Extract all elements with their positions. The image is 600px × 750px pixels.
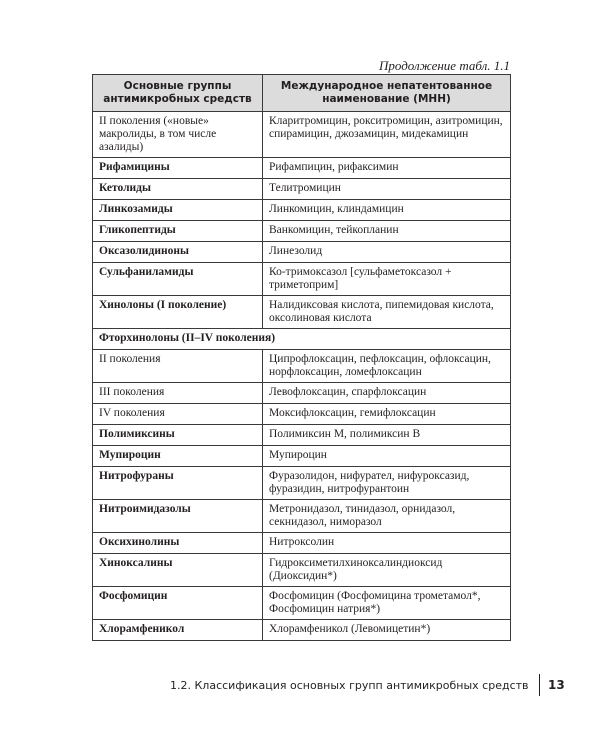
table-row [93,446,511,467]
table-row [93,383,511,404]
group-cell: Хиноксалины [93,554,263,587]
running-title: 1.2. Классификация основных групп антимикробных средств [170,678,529,692]
inn-cell: Ко-тримоксазол [сульфаметоксазол + триметоприм] [263,263,511,296]
group-cell: Рифамицины [93,158,263,179]
table-row [93,620,511,641]
table-row [93,242,511,263]
table-row [93,500,511,533]
group-cell: Линкозамиды [93,200,263,221]
section-heading: Фторхинолоны (II–IV поколения) [93,329,511,350]
inn-cell: Нитроксолин [263,533,511,554]
group-cell: Кетолиды [93,179,263,200]
table-row [93,179,511,200]
group-cell: Мупироцин [93,446,263,467]
inn-cell: Метронидазол, тинидазол, орнидазол, секнидазол, ниморазол [263,500,511,533]
inn-cell: Налидиксовая кислота, пипемидовая кислота, оксолиновая кислота [263,296,511,329]
header-groups: Основные группы антимикробных средств [93,75,263,112]
group-cell: Хлорамфеникол [93,620,263,641]
group-cell: Полимиксины [93,425,263,446]
page-number: 13 [548,678,565,692]
table-row [93,350,511,383]
inn-cell: Фосфомицин (Фосфомицина трометамол*, Фосфомицин натрия*) [263,587,511,620]
table-row [93,200,511,221]
table-row [93,425,511,446]
table-row [93,533,511,554]
table-header-row [93,75,511,112]
header-inn: Международное непатентованное наименование (МНН) [263,75,511,112]
inn-cell: Ванкомицин, тейкопланин [263,221,511,242]
inn-cell: Мупироцин [263,446,511,467]
inn-cell: Линкомицин, клиндамицин [263,200,511,221]
footer-divider [539,674,541,696]
group-cell: Нитрофураны [93,467,263,500]
inn-cell: Хлорамфеникол (Левомицетин*) [263,620,511,641]
group-cell: Фосфомицин [93,587,263,620]
table-row [93,112,511,158]
group-cell: Оксихинолины [93,533,263,554]
inn-cell: Телитромицин [263,179,511,200]
inn-cell: Моксифлоксацин, гемифлоксацин [263,404,511,425]
table-row [93,467,511,500]
inn-cell: Полимиксин M, полимиксин B [263,425,511,446]
inn-cell: Рифампицин, рифаксимин [263,158,511,179]
table-row [93,404,511,425]
table-section-row [93,329,511,350]
table-row [93,263,511,296]
table-row [93,158,511,179]
inn-cell: Кларитромицин, рокситромицин, азитромицин, спирамицин, джозамицин, мидекамицин [263,112,511,158]
table-row [93,296,511,329]
group-cell: Гликопептиды [93,221,263,242]
group-cell: IV поколения [93,404,263,425]
inn-cell: Фуразолидон, нифурател, нифуроксазид, фуразидин, нитрофурантоин [263,467,511,500]
group-cell: Хинолоны (I поколение) [93,296,263,329]
antimicrobial-groups-table [92,74,511,641]
inn-cell: Ципрофлоксацин, пефлоксацин, офлоксацин, норфлоксацин, ломефлоксацин [263,350,511,383]
inn-cell: Левофлоксацин, спарфлоксацин [263,383,511,404]
page-footer [170,674,565,696]
group-cell: Нитроимидазолы [93,500,263,533]
table-continuation-label: Продолжение табл. 1.1 [379,58,510,73]
table-row [93,221,511,242]
group-cell: II поколения [93,350,263,383]
inn-cell: Гидроксиметилхиноксалиндиоксид (Диоксидин*) [263,554,511,587]
table-row [93,554,511,587]
group-cell: Оксазолидиноны [93,242,263,263]
group-cell: II поколения («новые» макролиды, в том числе азалиды) [93,112,263,158]
table-row [93,587,511,620]
group-cell: Сульфаниламиды [93,263,263,296]
group-cell: III поколения [93,383,263,404]
inn-cell: Линезолид [263,242,511,263]
